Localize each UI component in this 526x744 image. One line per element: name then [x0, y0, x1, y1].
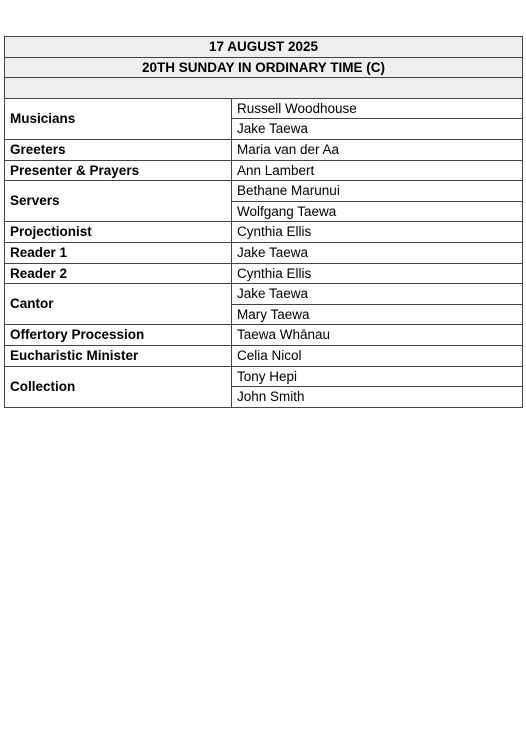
- table-row: [5, 345, 523, 366]
- roster-table: [4, 36, 523, 408]
- role-label: Reader 2: [5, 263, 232, 284]
- person-name: John Smith: [232, 387, 523, 408]
- table-row: [5, 139, 523, 160]
- person-name: Bethane Marunui: [232, 181, 523, 202]
- table-row: [5, 325, 523, 346]
- occasion-row: [5, 57, 523, 78]
- person-name: Cynthia Ellis: [232, 222, 523, 243]
- role-label: Servers: [5, 181, 232, 222]
- person-name: Wolfgang Taewa: [232, 201, 523, 222]
- role-label: Cantor: [5, 284, 232, 325]
- table-row: [5, 98, 523, 119]
- table-row: [5, 242, 523, 263]
- role-label: Collection: [5, 366, 232, 407]
- role-label: Musicians: [5, 98, 232, 139]
- person-name: Celia Nicol: [232, 345, 523, 366]
- role-label: Presenter & Prayers: [5, 160, 232, 181]
- table-row: [5, 366, 523, 387]
- date-row: [5, 37, 523, 58]
- table-row: [5, 181, 523, 202]
- person-name: Tony Hepi: [232, 366, 523, 387]
- table-row: [5, 263, 523, 284]
- person-name: Russell Woodhouse: [232, 98, 523, 119]
- table-row: [5, 160, 523, 181]
- person-name: Jake Taewa: [232, 242, 523, 263]
- table-row: [5, 284, 523, 305]
- role-label: Offertory Procession: [5, 325, 232, 346]
- person-name: Cynthia Ellis: [232, 263, 523, 284]
- person-name: Jake Taewa: [232, 284, 523, 305]
- roster-date: 17 AUGUST 2025: [5, 37, 523, 58]
- roster-occasion: 20TH SUNDAY IN ORDINARY TIME (C): [5, 57, 523, 78]
- role-label: Greeters: [5, 139, 232, 160]
- person-name: Jake Taewa: [232, 119, 523, 140]
- person-name: Taewa Whānau: [232, 325, 523, 346]
- roster-body: [5, 37, 523, 408]
- role-label: Eucharistic Minister: [5, 345, 232, 366]
- person-name: Ann Lambert: [232, 160, 523, 181]
- person-name: Mary Taewa: [232, 304, 523, 325]
- person-name: Maria van der Aa: [232, 139, 523, 160]
- role-label: Projectionist: [5, 222, 232, 243]
- role-label: Reader 1: [5, 242, 232, 263]
- spacer-cell: [5, 78, 523, 99]
- spacer-row: [5, 78, 523, 99]
- table-row: [5, 222, 523, 243]
